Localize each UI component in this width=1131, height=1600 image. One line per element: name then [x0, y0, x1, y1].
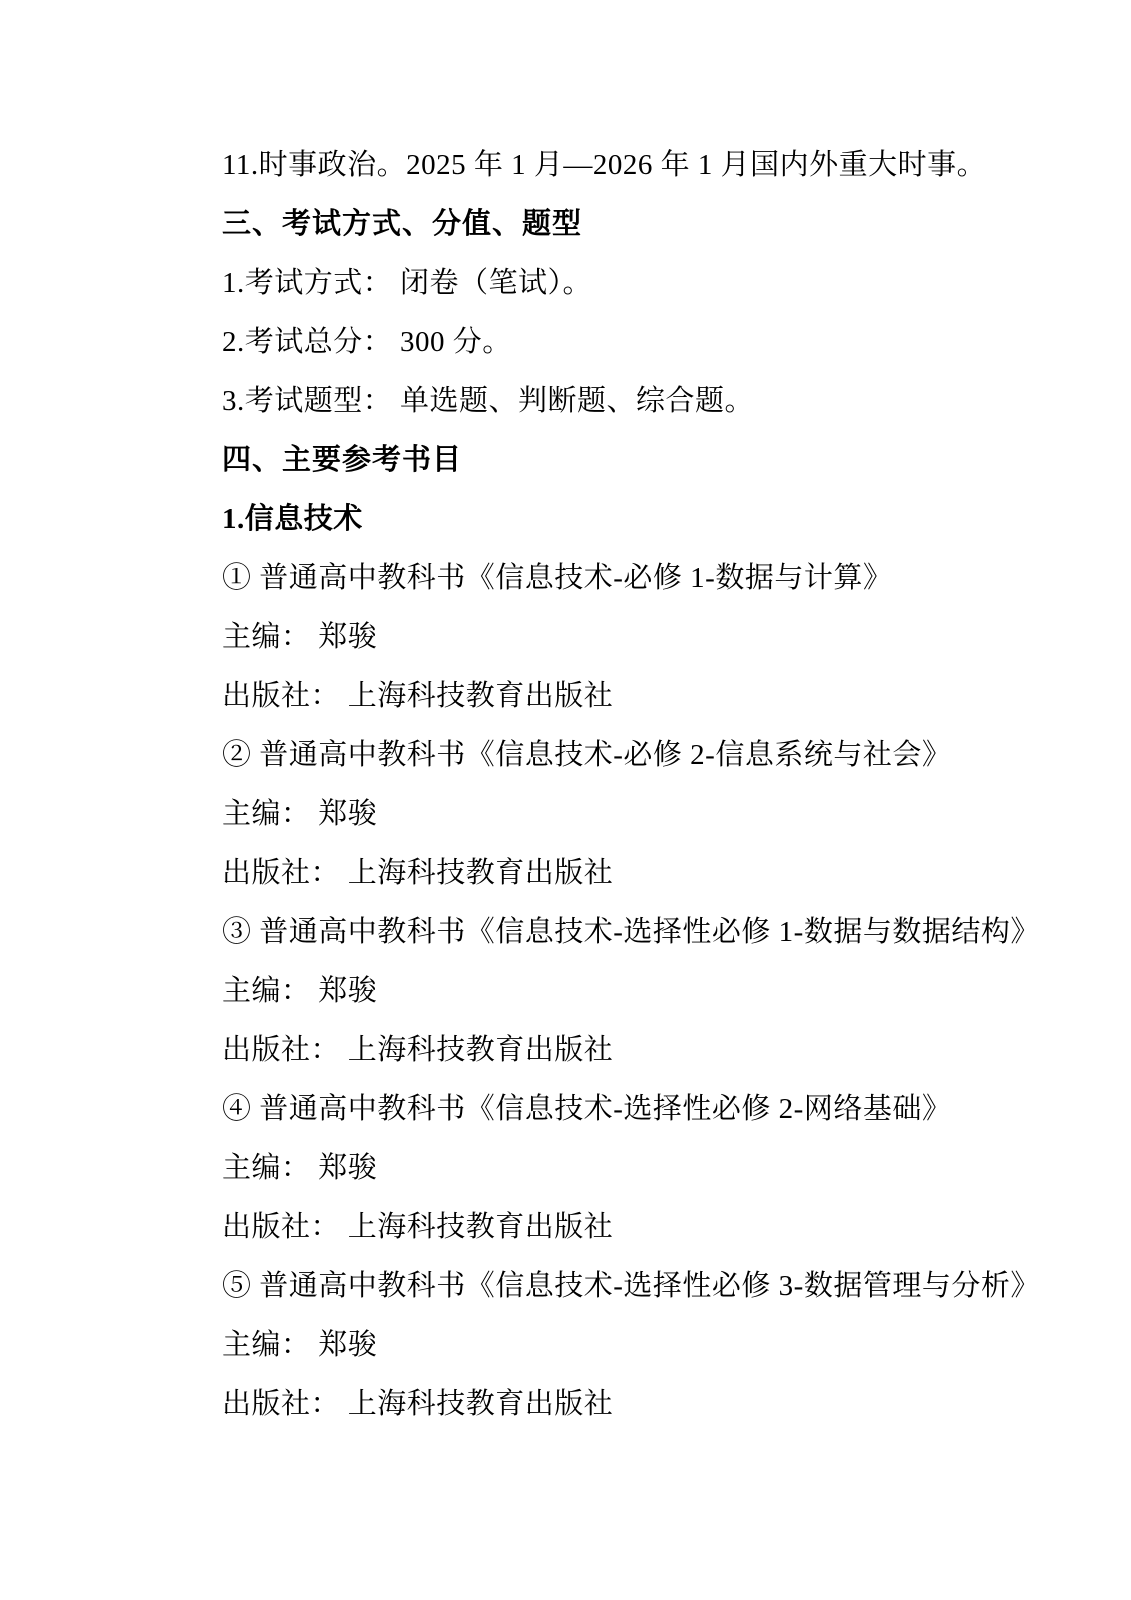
document-content [222, 149, 1040, 1448]
section-heading: 三、考试方式、分值、题型 [222, 208, 583, 240]
paragraph-line: 主编： 郑骏 [222, 975, 378, 1007]
paragraph-line: 出版社： 上海科技教育出版社 [222, 1211, 614, 1243]
paragraph-line: ⑤ 普通高中教科书《信息技术-选择性必修 3-数据管理与分析》 [222, 1270, 1040, 1302]
paragraph-line: 主编： 郑骏 [222, 1329, 378, 1361]
paragraph-line: ① 普通高中教科书《信息技术-必修 1-数据与计算》 [222, 562, 893, 594]
paragraph-line: 2.考试总分： 300 分。 [222, 326, 512, 358]
paragraph-line: 1.考试方式： 闭卷（笔试）。 [222, 267, 593, 299]
paragraph-line: 出版社： 上海科技教育出版社 [222, 680, 614, 712]
sub-heading: 1.信息技术 [222, 503, 363, 535]
section-heading: 四、主要参考书目 [222, 444, 463, 476]
paragraph-line: ② 普通高中教科书《信息技术-必修 2-信息系统与社会》 [222, 739, 952, 771]
paragraph-line: 主编： 郑骏 [222, 1152, 378, 1184]
paragraph-line: 出版社： 上海科技教育出版社 [222, 1034, 614, 1066]
paragraph-line: ③ 普通高中教科书《信息技术-选择性必修 1-数据与数据结构》 [222, 916, 1040, 948]
paragraph-line: 3.考试题型： 单选题、判断题、综合题。 [222, 385, 755, 417]
paragraph-line: 11.时事政治。2025 年 1 月—2026 年 1 月国内外重大时事。 [222, 149, 987, 181]
paragraph-line: ④ 普通高中教科书《信息技术-选择性必修 2-网络基础》 [222, 1093, 952, 1125]
paragraph-line: 出版社： 上海科技教育出版社 [222, 857, 614, 889]
paragraph-line: 出版社： 上海科技教育出版社 [222, 1388, 614, 1420]
paragraph-line: 主编： 郑骏 [222, 798, 378, 830]
paragraph-line: 主编： 郑骏 [222, 621, 378, 653]
